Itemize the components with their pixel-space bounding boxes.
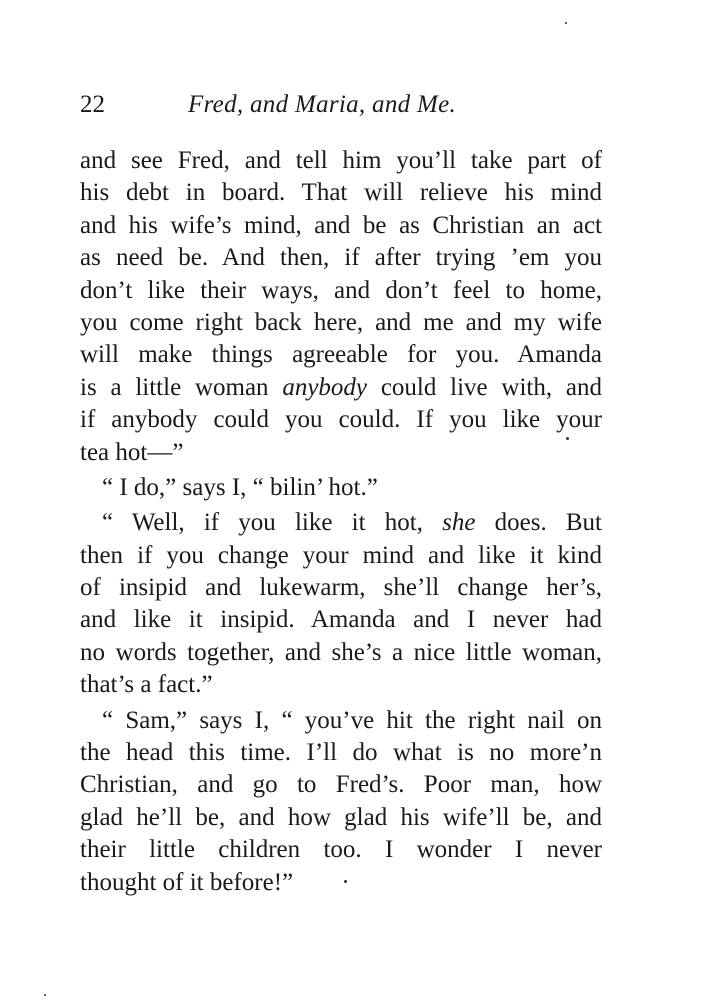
paragraph-1 bbox=[80, 145, 602, 469]
print-speck bbox=[344, 880, 347, 883]
running-head bbox=[80, 88, 620, 122]
text-line: no words together, and she’s a nice little woman, bbox=[80, 638, 602, 666]
text-line: Christian, and go to Fred’s. Poor man, how bbox=[80, 771, 602, 799]
text-line: as need be. And then, if after trying ’em you bbox=[80, 244, 602, 272]
text-line: and his wife’s mind, and be as Christian an act bbox=[80, 211, 602, 239]
paragraph-2 bbox=[80, 472, 602, 504]
text-line bbox=[80, 507, 602, 539]
text-segment: is a little woman bbox=[80, 373, 283, 401]
running-title: Fred, and Maria, and Me. bbox=[188, 91, 457, 118]
text-line: the head this time. I’ll do what is no more’n bbox=[80, 739, 602, 767]
text-line: if anybody could you could. If you like your bbox=[80, 406, 602, 434]
text-line: of insipid and lukewarm, she’ll change her’s, bbox=[80, 574, 602, 602]
paragraph-4 bbox=[80, 705, 602, 899]
body-text bbox=[80, 145, 602, 899]
text-line: their little children too. I wonder I never bbox=[80, 836, 602, 864]
emphasized-word: anybody bbox=[282, 373, 368, 401]
print-speck bbox=[565, 22, 567, 24]
text-line: and see Fred, and tell him you’ll take part of bbox=[80, 147, 602, 174]
text-line: and like it insipid. Amanda and I never had bbox=[80, 606, 602, 634]
page-number: 22 bbox=[80, 91, 105, 118]
text-line: you come right back here, and me and my wife bbox=[80, 308, 602, 336]
text-segment: does. But bbox=[475, 509, 602, 537]
text-line: will make things agreeable for you. Amanda bbox=[80, 341, 602, 369]
paragraph-3 bbox=[80, 507, 602, 701]
print-speck bbox=[566, 437, 569, 440]
text-line: glad he’ll be, and how glad his wife’ll be, and bbox=[80, 803, 602, 831]
print-speck bbox=[44, 994, 46, 996]
emphasized-word: she bbox=[442, 509, 476, 537]
text-segment: could live with, and bbox=[367, 373, 602, 401]
text-line bbox=[80, 372, 602, 404]
text-line: “ I do,” says I, “ bilin’ hot.” bbox=[102, 473, 378, 501]
text-line: tea hot—” bbox=[80, 438, 184, 466]
text-line: “ Sam,” says I, “ you’ve hit the right nail on bbox=[102, 706, 602, 734]
text-line: don’t like their ways, and don’t feel to home, bbox=[80, 276, 602, 304]
text-line: his debt in board. That will relieve his mind bbox=[80, 179, 602, 207]
text-line: then if you change your mind and like it kind bbox=[80, 541, 602, 569]
text-segment: “ Well, if you like it hot, bbox=[102, 509, 443, 537]
text-line: thought of it before!” bbox=[80, 868, 294, 896]
text-line: that’s a fact.” bbox=[80, 671, 213, 699]
